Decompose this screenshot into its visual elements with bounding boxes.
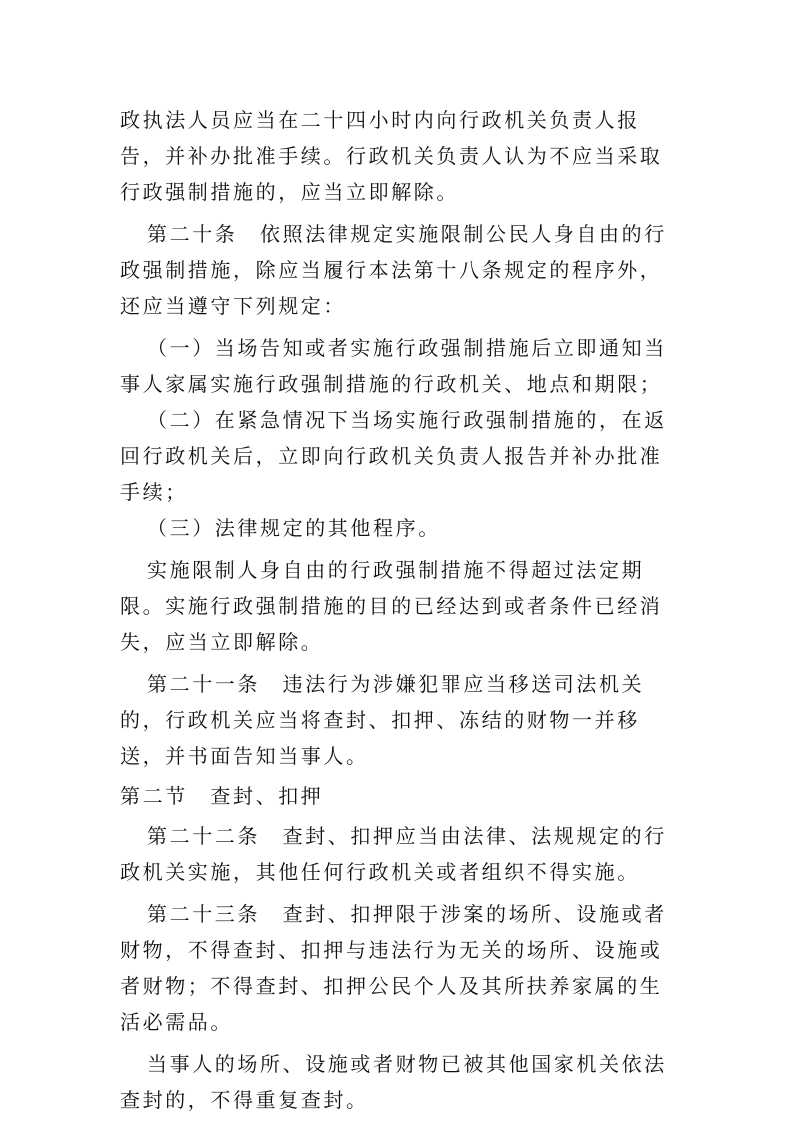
article-20: 第二十条 依照法律规定实施限制公民人身自由的行政强制措施，除应当履行本法第十八条规定的程序外，还应当遵守下列规定： [120, 222, 667, 318]
article-23-paragraph-2: 当事人的场所、设施或者财物已被其他国家机关依法查封的，不得重复查封。 [120, 1052, 667, 1112]
article-20-item-3: （三）法律规定的其他程序。 [147, 516, 441, 540]
article-20-item-2: （二）在紧急情况下当场实施行政强制措施的，在返回行政机关后，立即向行政机关负责人报告并补办批准手续； [120, 408, 667, 504]
article-23: 第二十三条 查封、扣押限于涉案的场所、设施或者财物，不得查封、扣押与违法行为无关的场所、设施或者财物；不得查封、扣押公民个人及其所扶养家属的生活必需品。 [120, 902, 667, 1034]
article-20-paragraph-2: 实施限制人身自由的行政强制措施不得超过法定期限。实施行政强制措施的目的已经达到或者条件已经消失，应当立即解除。 [120, 558, 663, 654]
article-20-item-1: （一）当场告知或者实施行政强制措施后立即通知当事人家属实施行政强制措施的行政机关、地点和期限； [120, 336, 667, 396]
section-heading: 第二节 查封、扣押 [120, 784, 324, 808]
article-22: 第二十二条 查封、扣押应当由法律、法规规定的行政机关实施，其他任何行政机关或者组织不得实施。 [120, 824, 667, 884]
document-body [120, 102, 680, 1118]
article-21: 第二十一条 违法行为涉嫌犯罪应当移送司法机关的，行政机关应当将查封、扣押、冻结的财物一并移送，并书面告知当事人。 [120, 672, 645, 768]
paragraph-continuation: 政执法人员应当在二十四小时内向行政机关负责人报告，并补办批准手续。行政机关负责人认为不应当采取行政强制措施的，应当立即解除。 [120, 108, 663, 204]
